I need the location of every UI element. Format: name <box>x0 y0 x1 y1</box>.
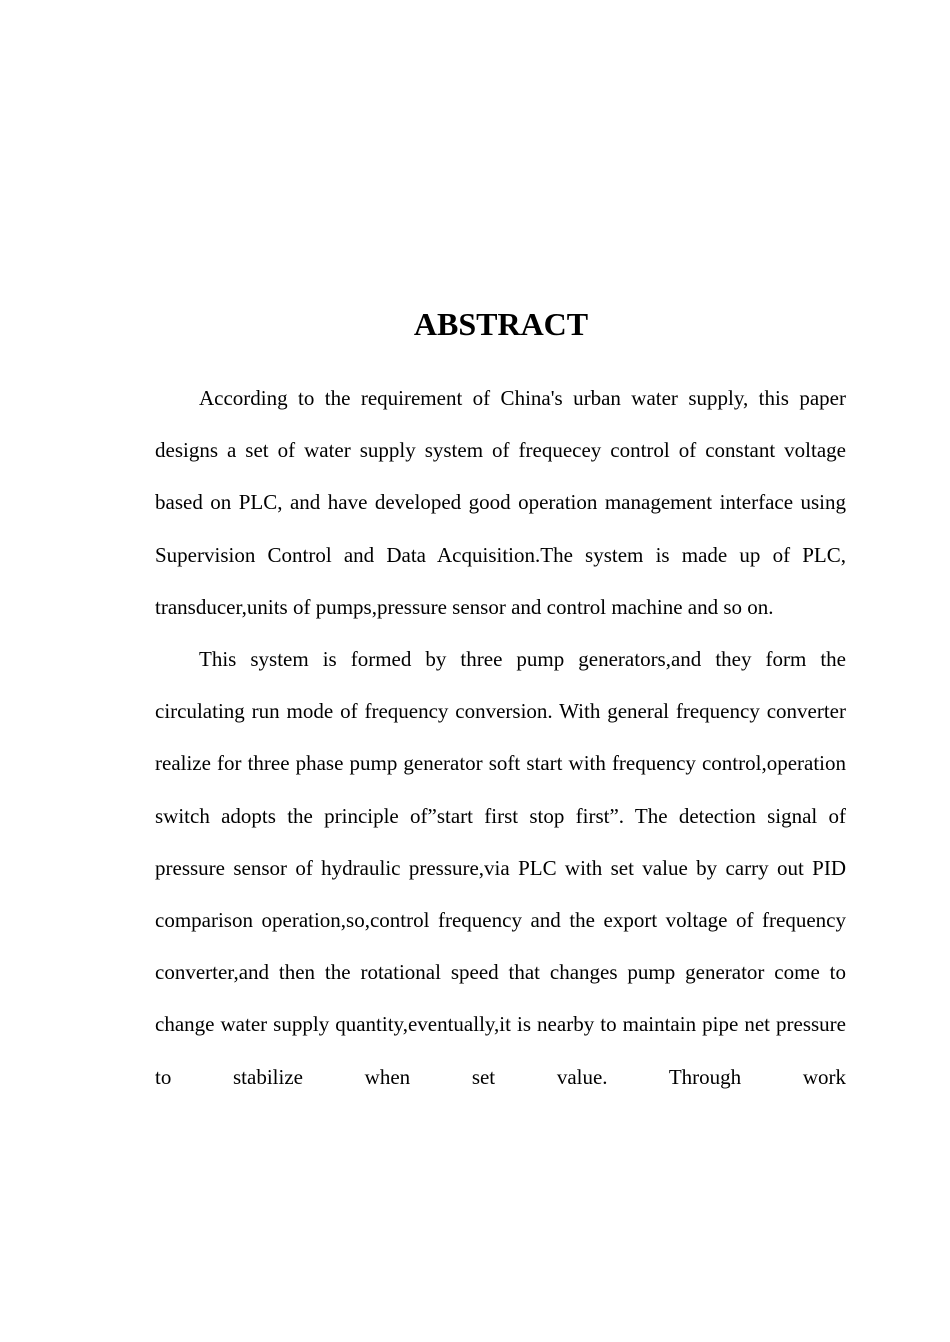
abstract-heading: ABSTRACT <box>413 306 589 342</box>
abstract-paragraph-2: This system is formed by three pump generators,and they form the circulating run mode of frequency conversion. With general frequency converter realize for three phase pump generator soft start with frequency control,operation switch adopts the principle of”start first stop first”. The detection signal of pressure sensor of hydraulic pressure,via PLC with set value by carry out PID comparison operation,so,control frequency and the export voltage of frequency converter,and then the rotational speed that changes pump generator come to change water supply quantity,eventually,it is nearby to maintain pipe net pressure to stabilize when set value. Through work <box>155 647 846 1089</box>
abstract-paragraph-1: According to the requirement of China's urban water supply, this paper designs a set of water supply system of frequecey control of constant voltage based on PLC, and have developed good operation management interface using Supervision Control and Data Acquisition.The system is made up of PLC, transducer,units of pumps,pressure sensor and control machine and so on. <box>155 386 846 619</box>
abstract-body <box>155 372 846 1103</box>
